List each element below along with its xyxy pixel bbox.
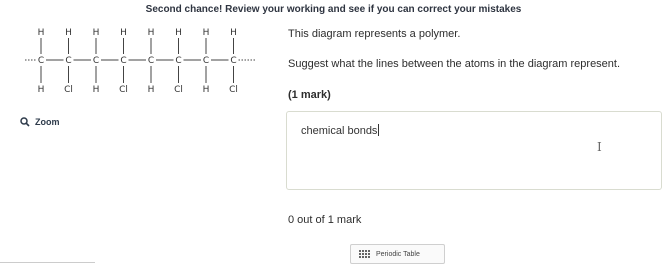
atom-top: H: [230, 28, 237, 38]
atom-top: H: [202, 28, 210, 38]
zoom-label: Zoom: [35, 117, 60, 127]
magnifier-icon: [20, 117, 30, 127]
atom-chain: C: [175, 56, 182, 66]
atom-top: H: [37, 28, 45, 38]
atom-chain: C: [92, 56, 100, 66]
periodic-table-icon: [359, 250, 370, 258]
atom-bottom: Cl: [64, 85, 73, 95]
divider: [0, 262, 95, 263]
periodic-table-button[interactable]: [350, 244, 445, 264]
atom-top: H: [65, 28, 72, 38]
atom-top: H: [147, 28, 155, 38]
atom-bottom: H: [147, 85, 155, 95]
atom-bottom: Cl: [174, 85, 183, 95]
atom-bottom: H: [92, 85, 100, 95]
answer-value: chemical bonds: [301, 125, 378, 137]
atom-top: H: [120, 28, 127, 38]
ibeam-cursor-icon: I: [597, 140, 602, 154]
polymer-diagram: [25, 25, 275, 105]
answer-input[interactable]: [286, 111, 662, 190]
atom-chain: C: [147, 56, 155, 66]
answer-text-wrap: [301, 124, 379, 137]
atom-chain: C: [120, 56, 127, 66]
atom-top: H: [92, 28, 100, 38]
atom-chain: C: [37, 56, 45, 66]
second-chance-banner: Second chance! Review your working and see if you can correct your mistakes: [145, 4, 522, 15]
atom-chain: C: [202, 56, 210, 66]
periodic-table-label: Periodic Table: [376, 250, 420, 258]
atom-bottom: Cl: [229, 85, 238, 95]
question-marks: (1 mark): [288, 89, 331, 101]
atom-top: H: [175, 28, 182, 38]
atom-chain: C: [65, 56, 72, 66]
atom-bottom: H: [202, 85, 210, 95]
atom-chain: C: [230, 56, 237, 66]
score-text: 0 out of 1 mark: [288, 214, 362, 226]
atom-bottom: Cl: [119, 85, 128, 95]
zoom-button[interactable]: [20, 117, 60, 127]
question-line-1: This diagram represents a polymer.: [288, 28, 461, 40]
atom-bottom: H: [37, 85, 45, 95]
text-caret: [378, 124, 379, 136]
question-line-2: Suggest what the lines between the atoms in the diagram represent.: [288, 58, 621, 70]
